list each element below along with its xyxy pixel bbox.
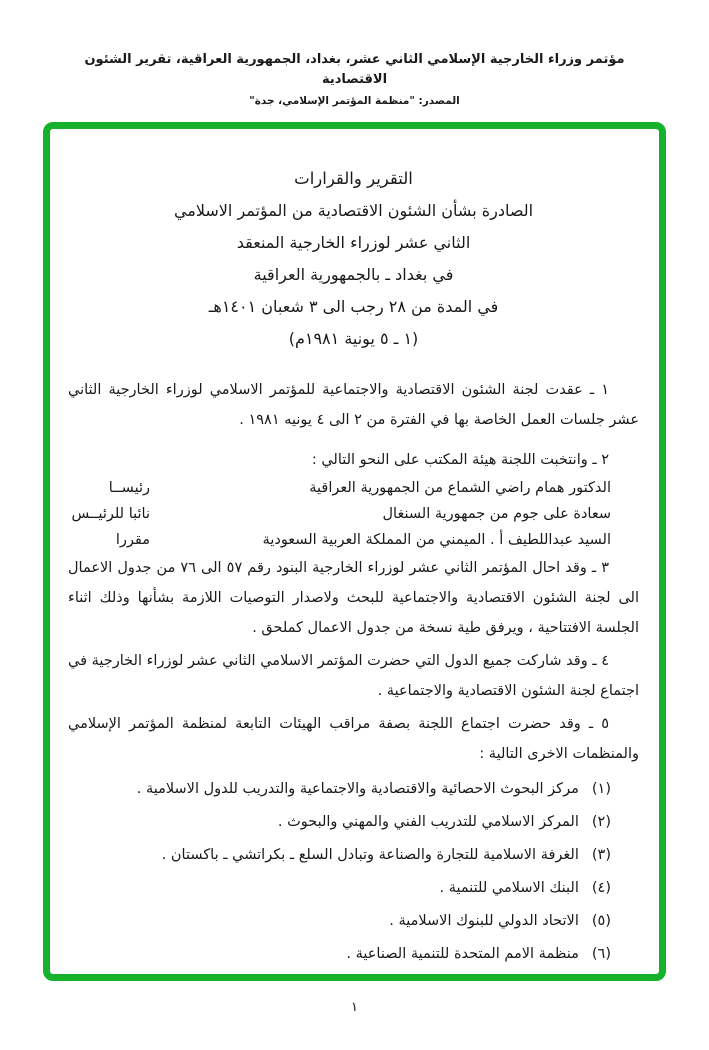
list-item-number: (٢) — [591, 814, 611, 830]
page-number: ١ — [351, 1000, 358, 1015]
list-item — [68, 938, 611, 971]
list-item — [68, 773, 611, 806]
title-line: الصادرة بشأن الشئون الاقتصادية من المؤتمر الاسلامي — [173, 201, 534, 220]
member-name: سعادة على جوم من جمهورية السنغال — [382, 506, 611, 522]
member-name: السيد عبداللطيف أ . الميمني من المملكة العربية السعودية — [262, 532, 611, 548]
observer-list — [68, 773, 639, 971]
committee-intro: ٢ ـ وانتخبت اللجنة هيئة المكتب على النحو التالي : — [311, 452, 609, 468]
committee-member-row — [68, 527, 639, 553]
paragraph-5: ٥ ـ وقد حضرت اجتماع اللجنة بصفة مراقب الهيئات التابعة لمنظمة المؤتمر الإسلامي والمنظمات الاخرى التالية : — [68, 716, 639, 762]
committee-section — [68, 445, 639, 553]
document-title-block — [68, 163, 639, 355]
paragraph-3: ٣ ـ وقد احال المؤتمر الثاني عشر لوزراء الخارجية البنود رقم ٥٧ الى ٧٦ من جدول الاعمال الى لجنة الشئون الاقتصادية والاجتماعية للبحث ولاصدار التوصيات اللازمة بشأنها وذلك اثناء الجلسة الافتتاحية ، ويرفق طية نسخة من جدول الاعمال كملحق . — [68, 560, 639, 636]
member-role: نائبا للرئيــس — [71, 506, 150, 522]
list-item — [68, 806, 611, 839]
paragraph-4: ٤ ـ وقد شاركت جميع الدول التي حضرت المؤتمر الاسلامي الثاني عشر لوزراء الخارجية في اجتماع لجنة الشئون الاقتصادية والاجتماعية . — [68, 653, 639, 699]
list-item-number: (٣) — [591, 847, 611, 863]
title-line: في المدة من ٢٨ رجب الى ٣ شعبان ١٤٠١هـ — [208, 297, 499, 316]
paragraph-1: ١ ـ عقدت لجنة الشئون الاقتصادية والاجتماعية للمؤتمر الاسلامي لوزراء الخارجية الثاني عشر جلسات العمل الخاصة بها في الفترة من ٢ الى ٤ يونيه ١٩٨١ . — [68, 382, 639, 428]
list-item — [68, 872, 611, 905]
document-header — [0, 50, 709, 107]
list-item — [68, 905, 611, 938]
title-line: التقرير والقرارات — [294, 169, 413, 188]
list-item-text: مركز البحوث الاحصائية والاقتصادية والاجتماعية والتدريب للدول الاسلامية . — [136, 781, 579, 797]
member-role: مقررا — [115, 532, 150, 548]
title-line: الثاني عشر لوزراء الخارجية المنعقد — [236, 233, 471, 252]
title-line: (١ ـ ٥ يونية ١٩٨١م) — [288, 329, 419, 348]
list-item-text: منظمة الامم المتحدة للتنمية الصناعية . — [346, 946, 579, 962]
document-frame — [43, 122, 666, 981]
document-header-title: مؤتمر وزراء الخارجية الإسلامي الثاني عشر، بغداد، الجمهورية العراقية، تقرير الشئون الاقتصادية — [84, 52, 625, 87]
list-item-text: الغرفة الاسلامية للتجارة والصناعة وتبادل السلع ـ بكراتشي ـ باكستان . — [161, 847, 579, 863]
list-item-text: المركز الاسلامي للتدريب الفني والمهني والبحوث . — [277, 814, 579, 830]
document-header-source: المصدر: "منظمة المؤتمر الإسلامي، جدة" — [249, 95, 460, 107]
list-item — [68, 839, 611, 872]
member-role: رئيســا — [108, 480, 150, 496]
list-item-text: الاتحاد الدولي للبنوك الاسلامية . — [389, 913, 579, 929]
list-item-number: (٦) — [591, 946, 611, 962]
list-item-number: (١) — [591, 781, 611, 797]
committee-member-row — [68, 501, 639, 527]
member-name: الدكتور همام راضي الشماع من الجمهورية العراقية — [309, 480, 611, 496]
list-item-number: (٥) — [591, 913, 611, 929]
list-item-text: البنك الاسلامي للتنمية . — [439, 880, 579, 896]
title-line: في بغداد ـ بالجمهورية العراقية — [253, 265, 454, 284]
committee-member-row — [68, 475, 639, 501]
list-item-number: (٤) — [591, 880, 611, 896]
